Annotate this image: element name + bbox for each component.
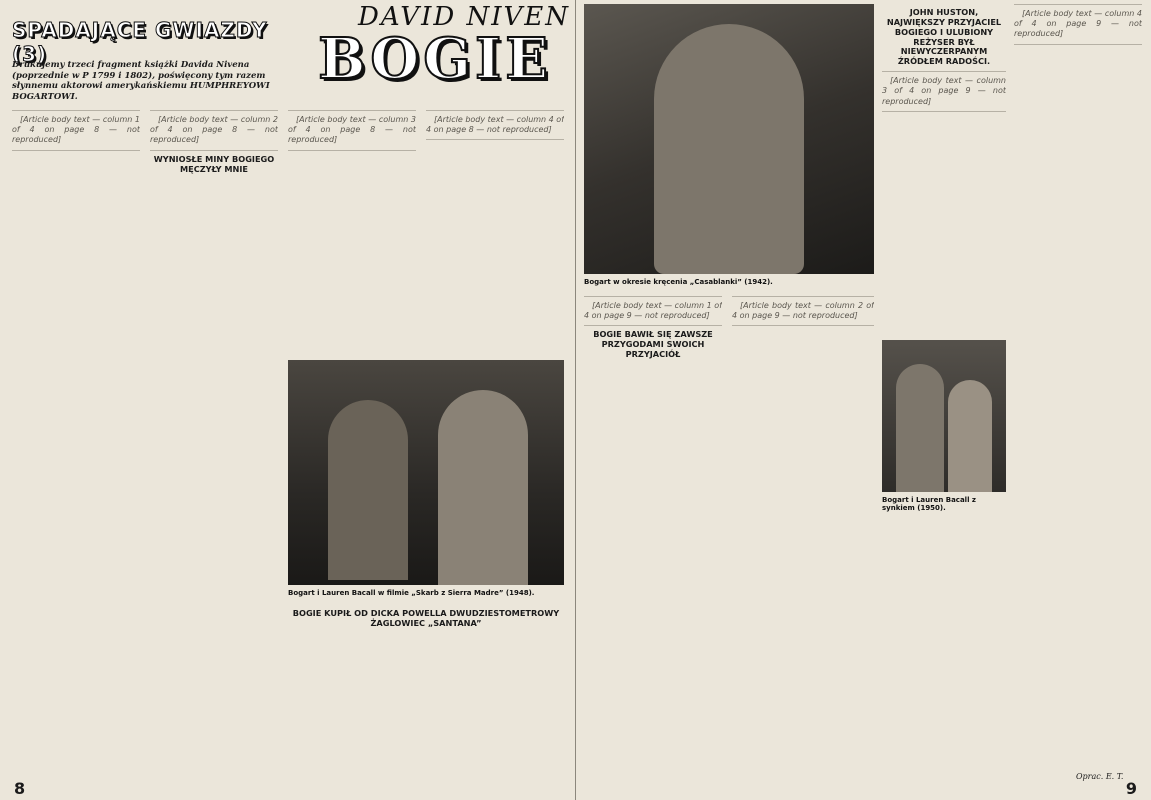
page-number: 8 (14, 779, 26, 798)
subheading: WYNIOSŁE MINY BOGIEGO MĘCZYŁY MNIE (153, 153, 275, 174)
body-column (426, 110, 564, 350)
subheading: JOHN HUSTON, NAJWIĘKSZY PRZYJACIEL BOGIEGO I ULUBIONY REŻYSER BYŁ NIEWYCZERPANYM ŹRÓDŁEM RADOŚCI. (886, 7, 1002, 67)
article-title: BOGIE (318, 26, 552, 92)
body-column (12, 110, 140, 780)
omitted-body-note: [Article body text — column 1 of 4 on page 9 — not reproduced] (584, 296, 722, 326)
omitted-body-note: [Article body text — column 3 of 4 on page 9 — not reproduced] (882, 71, 1006, 112)
bogart-bacall-film-photo (288, 360, 564, 585)
body-column (882, 4, 1006, 334)
article-lead: Drukujemy trzeci fragment książki Davida Nivena (poprzednie w P 1799 i 1802), poświęcony tym razem słynnemu aktorowi amerykańskiemu HUMPHREYOWI BOGARTOWI. (12, 60, 270, 102)
body-column (288, 605, 564, 780)
bogart-casablanca-photo (584, 4, 874, 274)
omitted-body-note: [Article body text — column 4 of 4 on page 9 — not reproduced] (1014, 4, 1142, 45)
body-column (732, 296, 874, 776)
body-column (150, 110, 278, 780)
subheading: BOGIE KUPIŁ OD DICKA POWELLA DWUDZIESTOMETROWY ŻAGLOWIEC „SANTANA” (292, 608, 560, 628)
omitted-body-note: [Article body text — column 4 of 4 on page 8 — not reproduced] (426, 110, 564, 140)
body-column (584, 296, 722, 776)
subheading: BOGIE BAWIŁ SIĘ ZAWSZE PRZYGODAMI SWOICH PRZYJACIÓŁ (593, 329, 713, 360)
photo-caption: Bogart w okresie kręcenia „Casablanki” (1942). (584, 278, 773, 286)
bogart-bacall-son-photo (882, 340, 1006, 492)
omitted-body-note: [Article body text — column 2 of 4 on page 8 — not reproduced] (150, 110, 278, 151)
page-number: 9 (1125, 779, 1137, 798)
body-column (288, 110, 416, 350)
omitted-body-note: [Article body text — column 1 of 4 on page 8 — not reproduced] (12, 110, 140, 151)
photo-caption: Bogart i Lauren Bacall w filmie „Skarb z Sierra Madre” (1948). (288, 589, 535, 597)
photo-caption: Bogart i Lauren Bacall z synkiem (1950). (882, 496, 976, 513)
body-column (1014, 4, 1142, 774)
series-heading: SPADAJĄCE GWIAZDY (3) (12, 18, 268, 66)
author-name: DAVID NIVEN (357, 2, 570, 32)
right-page (576, 0, 1151, 800)
omitted-body-note: [Article body text — column 2 of 4 on page 9 — not reproduced] (732, 296, 874, 326)
article-signoff: Oprac. E. T. (1076, 772, 1124, 781)
omitted-body-note: [Article body text — column 3 of 4 on page 8 — not reproduced] (288, 110, 416, 151)
